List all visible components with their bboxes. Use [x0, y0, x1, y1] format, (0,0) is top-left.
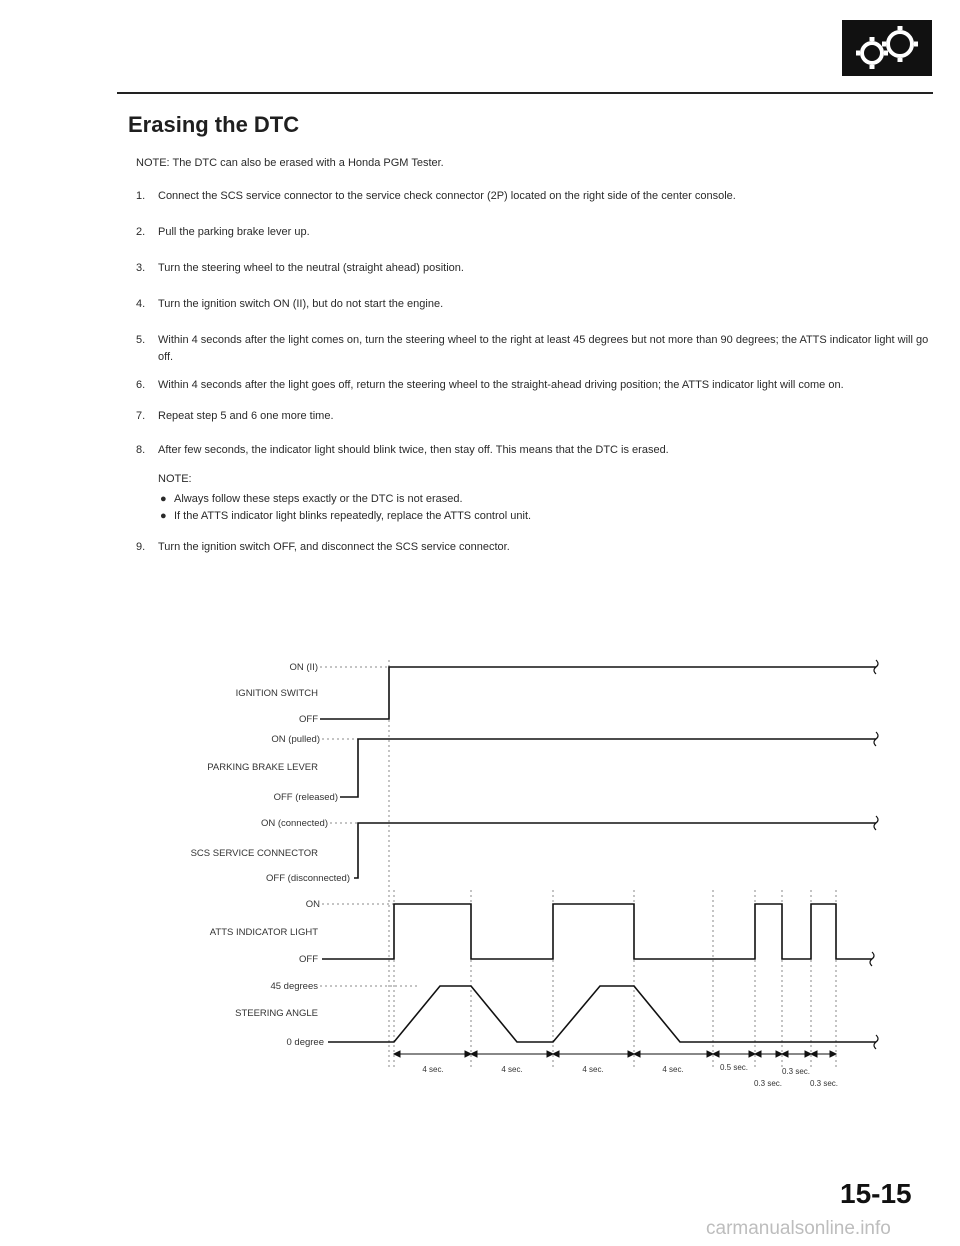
atts-on-label: ON: [305, 899, 320, 910]
steering-high-label: 45 degrees: [270, 981, 318, 992]
step-text: Within 4 seconds after the light goes off, return the steering wheel to the straight-ahead driving position; the ATTS indicator light will come on.: [158, 379, 844, 391]
ignition-switch-waveform: [320, 667, 876, 719]
parking-brake-waveform: [340, 739, 876, 797]
note-label: NOTE:: [158, 473, 192, 485]
interval-label: 0.3 sec.: [753, 1079, 783, 1088]
scs-on-label: ON (connected): [260, 818, 328, 829]
header-rule: [117, 92, 933, 94]
interval-label: 4 sec.: [662, 1065, 684, 1074]
scs-name-label: SCS SERVICE CONNECTOR: [190, 848, 318, 859]
parking-name-label: PARKING BRAKE LEVER: [207, 762, 318, 773]
step-9: 9. Turn the ignition switch OFF, and disconnect the SCS service connector.: [136, 541, 510, 553]
steering-low-label: 0 degree: [286, 1037, 324, 1048]
break-marks: [870, 660, 878, 1049]
timing-guides: [320, 660, 836, 1070]
step-4: 4. Turn the ignition switch ON (II), but do not start the engine.: [136, 298, 444, 310]
ignition-on-label: ON (II): [289, 662, 318, 673]
interval-label: 4 sec.: [501, 1065, 523, 1074]
section-title: Erasing the DTC: [128, 112, 300, 137]
step-text: Turn the ignition switch OFF, and disconnect the SCS service connector.: [158, 541, 510, 553]
scs-connector-waveform: [354, 823, 876, 878]
bullet-dot: ●: [160, 493, 167, 505]
atts-off-label: OFF: [299, 954, 318, 965]
step-6: 6. Within 4 seconds after the light goes off, return the steering wheel to the straight-ahead driving position; the ATTS indicator light will come on.: [136, 379, 844, 391]
section-gear-logo: [842, 20, 932, 76]
interval-label: 0.5 sec.: [719, 1063, 749, 1072]
interval-label: 0.3 sec.: [809, 1079, 839, 1088]
step-7: 7. Repeat step 5 and 6 one more time.: [136, 410, 334, 422]
timing-dimensions: [394, 1051, 836, 1057]
steering-name-label: STEERING ANGLE: [235, 1008, 318, 1019]
step-text: Repeat step 5 and 6 one more time.: [158, 410, 334, 422]
tester-note: NOTE: The DTC can also be erased with a Honda PGM Tester.: [136, 157, 444, 169]
step-text: Connect the SCS service connector to the service check connector (2P) located on the right side of the center console.: [158, 190, 736, 202]
parking-off-label: OFF (released): [273, 792, 338, 803]
note-bullet: ● If the ATTS indicator light blinks repeatedly, replace the ATTS control unit.: [158, 508, 936, 525]
note-bullet: ● Always follow these steps exactly or the DTC is not erased.: [158, 491, 936, 508]
parking-on-label: ON (pulled): [271, 734, 320, 745]
watermark-text: carmanualsonline.info: [706, 1218, 891, 1239]
step-text: Turn the ignition switch ON (II), but do not start the engine.: [158, 298, 444, 310]
bullet-dot: ●: [160, 510, 167, 522]
step-5: 5. Within 4 seconds after the light comes on, turn the steering wheel to the right at least 45 degrees but not more than 90 degrees; the ATTS indicator light will go off.: [136, 334, 929, 363]
step-8-note: [158, 471, 936, 525]
step-3: 3. Turn the steering wheel to the neutral (straight ahead) position.: [136, 262, 464, 274]
page-number: 15-15: [840, 1178, 912, 1209]
note-bullets: [158, 491, 936, 525]
step-1: 1. Connect the SCS service connector to the service check connector (2P) located on the right side of the center console.: [136, 190, 736, 202]
scs-off-label: OFF (disconnected): [266, 873, 350, 884]
step-8: 8. After few seconds, the indicator light should blink twice, then stay off. This means that the DTC is erased. NOTE: ● Always follow these steps exactly or the DTC is not erased. ● If the ATTS indicator light blinks repeatedly, replace the ATTS control unit.: [136, 442, 936, 525]
steering-angle-waveform: [328, 986, 876, 1042]
step-text: Within 4 seconds after the light comes on, turn the steering wheel to the right at least 45 degrees but not more than 90 degrees; the ATTS indicator light will go off.: [158, 334, 929, 363]
atts-light-waveform: [322, 904, 872, 959]
timing-diagram: [0, 640, 960, 1100]
interval-label: 0.3 sec.: [781, 1067, 811, 1076]
step-text: Turn the steering wheel to the neutral (straight ahead) position.: [158, 262, 464, 274]
ignition-off-label: OFF: [299, 714, 318, 725]
ignition-name-label: IGNITION SWITCH: [235, 688, 318, 699]
interval-label: 4 sec.: [582, 1065, 604, 1074]
step-text: Pull the parking brake lever up.: [158, 226, 310, 238]
step-2: 2. Pull the parking brake lever up.: [136, 226, 310, 238]
step-text: After few seconds, the indicator light should blink twice, then stay off. This means that the DTC is erased.: [158, 444, 669, 456]
atts-name-label: ATTS INDICATOR LIGHT: [209, 927, 318, 938]
procedure-steps: [136, 188, 936, 556]
interval-label: 4 sec.: [422, 1065, 444, 1074]
